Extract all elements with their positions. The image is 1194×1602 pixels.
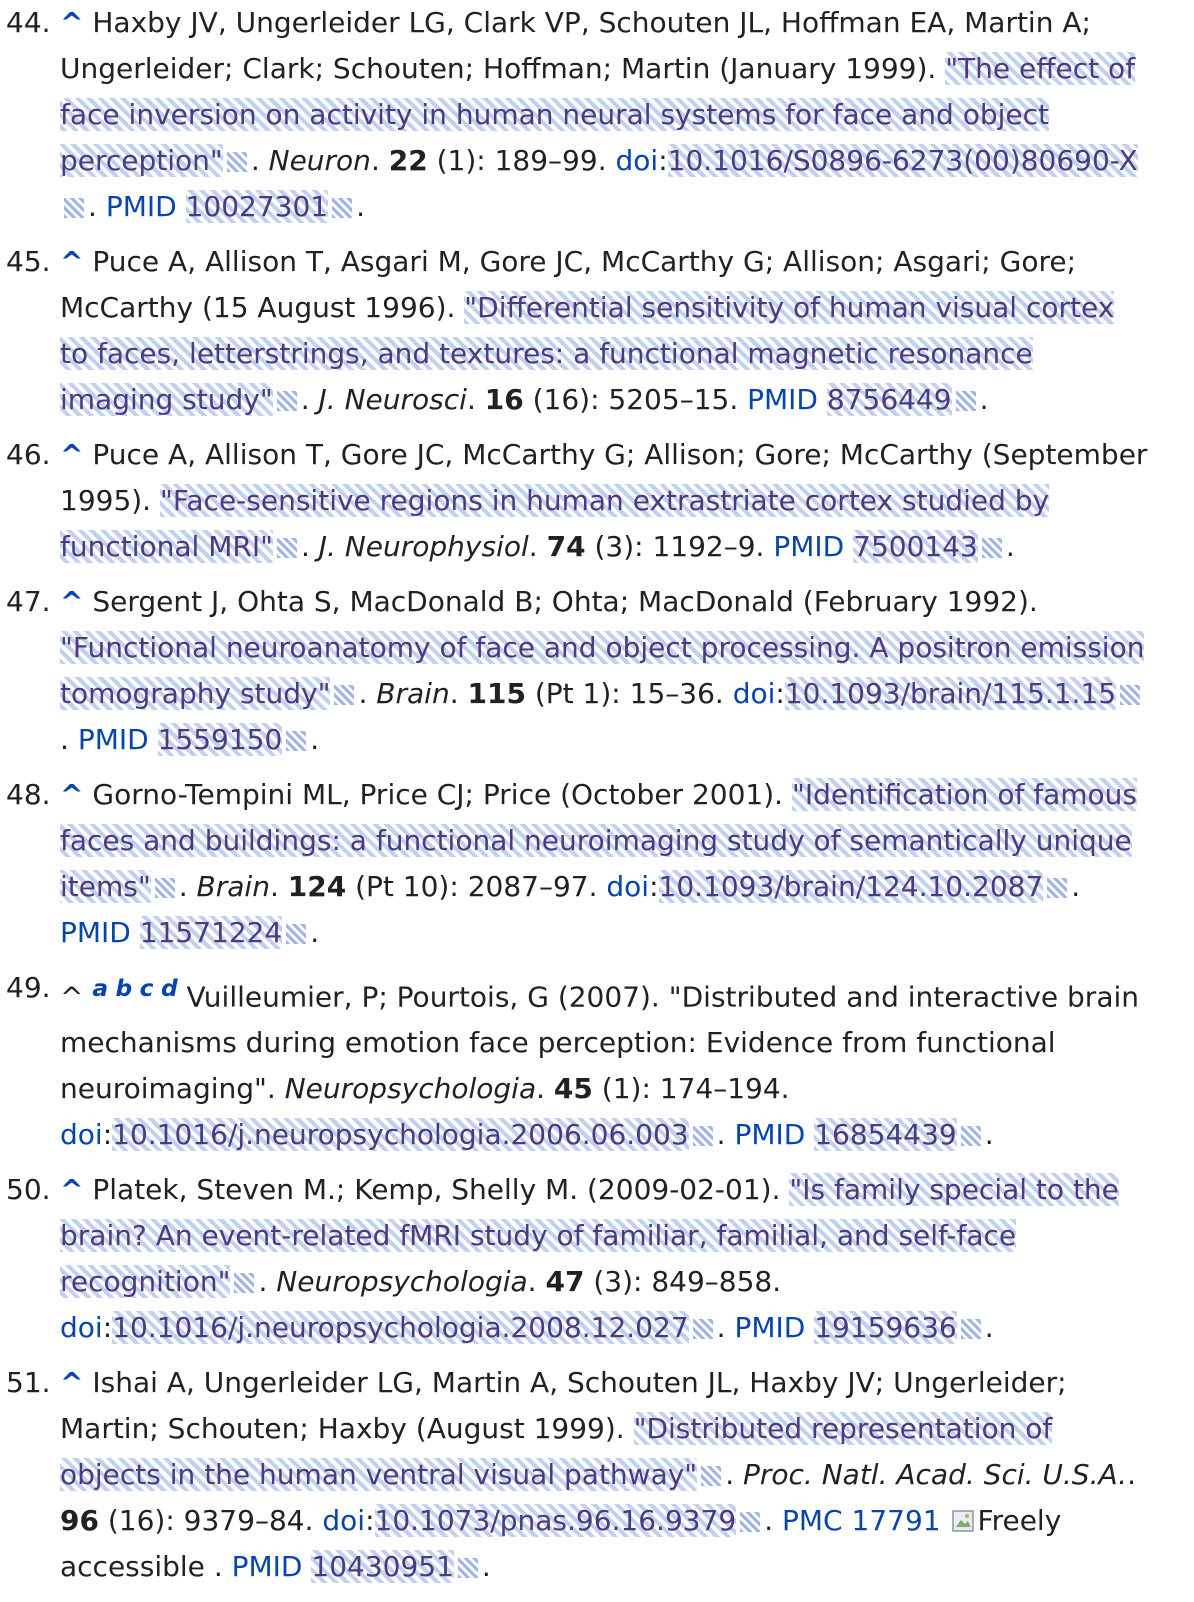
pmc-link[interactable]: 17791 (851, 1504, 941, 1538)
ref-title-link[interactable]: "Differential sensitivity of human visual cortex to faces, letterstrings, and textures: a functional magnetic resonance imaging study" (60, 291, 1115, 416)
pmid-link[interactable]: 7500143 (853, 530, 978, 563)
ref-number: 47. (6, 585, 51, 618)
external-link-icon (961, 1126, 981, 1146)
external-link-icon (1120, 685, 1140, 705)
jump-up-caret[interactable]: ^ (60, 245, 84, 278)
ref-authors: Puce A, Allison T, Gore JC, McCarthy G; Allison; Gore; McCarthy (September 1995). (60, 438, 1148, 517)
backref-d[interactable]: d (160, 974, 178, 1002)
ref-title-link[interactable]: "Identification of famous faces and buildings: a functional neuroimaging study of semantically unique items" (60, 778, 1137, 903)
pmid-label-link[interactable]: PMID (231, 1550, 303, 1584)
external-link-icon (234, 1273, 254, 1293)
external-link-icon (982, 538, 1002, 558)
jump-up-caret[interactable]: ^ (60, 778, 84, 811)
backref-b[interactable]: b (115, 974, 133, 1002)
jump-up-caret[interactable]: ^ (60, 1173, 84, 1207)
external-link-icon (64, 198, 84, 218)
ref-authors: Haxby JV, Ungerleider LG, Clark VP, Schouten JL, Hoffman EA, Martin A; Ungerleider; Clark; Schouten; Hoffman; Martin (January 1999). (60, 6, 1091, 85)
volume: 115 (467, 677, 526, 710)
ref-title-link[interactable]: "Distributed representation of objects in the human ventral visual pathway" (60, 1412, 1053, 1492)
journal-name: Brain (196, 870, 270, 903)
doi-link[interactable]: 10.1073/pnas.96.16.9379 (374, 1504, 737, 1538)
caret: ^ (60, 980, 84, 1014)
ref-authors: Sergent J, Ohta S, MacDonald B; Ohta; MacDonald (February 1992). (92, 585, 1038, 618)
ref-authors: Vuilleumier, P; Pourtois, G (2007). "Distributed and interactive brain mechanisms during emotion face perception: Evidence from functional neuroimaging". (60, 980, 1139, 1106)
pmid-link[interactable]: 1559150 (157, 723, 283, 756)
external-link-icon (1047, 878, 1067, 898)
broken-image-icon (950, 1502, 976, 1528)
ref-number: 48. (6, 778, 51, 811)
doi-label-link[interactable]: doi (606, 870, 650, 903)
pmid-label-link[interactable]: PMID (747, 383, 818, 416)
external-link-icon (701, 1466, 721, 1486)
doi-label-link[interactable]: doi (732, 677, 776, 710)
pmid-link[interactable]: 11571224 (139, 916, 283, 949)
pmc-label-link[interactable]: PMC (782, 1504, 843, 1538)
jump-up-caret[interactable]: ^ (60, 1366, 84, 1400)
ref-title-link[interactable]: "Face-sensitive regions in human extrastriate cortex studied by functional MRI" (60, 484, 1050, 563)
volume: 74 (546, 530, 586, 563)
ref-number: 50. (6, 1173, 51, 1207)
external-link-icon (458, 1558, 478, 1578)
doi-link[interactable]: 10.1016/S0896-6273(00)80690-X (667, 144, 1138, 177)
external-link-icon (693, 1126, 713, 1146)
external-link-icon (227, 152, 247, 172)
journal-name: Neuropsychologia (284, 1072, 537, 1106)
ref-number: 44. (6, 6, 51, 39)
external-link-icon (332, 198, 352, 218)
volume: 22 (388, 144, 428, 177)
backref-a[interactable]: a (92, 974, 109, 1002)
external-link-icon (277, 538, 297, 558)
reference-51: 51. ^ Ishai A, Ungerleider LG, Martin A, Schouten JL, Haxby JV; Ungerleider; Martin; Schouten; Haxby (August 1999). "Distributed representation of objects in the human ventral visual pathway" . Proc. Natl. Acad. Sci. U.S.A.. 96 (16): 9379–84. doi:10.1073/pnas.96.16.9379 . PMC 17791 Freely accessible . PMID 10430951 . (60, 1360, 1150, 1590)
pmid-link[interactable]: 10027301 (185, 190, 329, 223)
external-link-icon (740, 1512, 760, 1532)
external-link-icon (956, 391, 976, 411)
ref-title-link[interactable]: "The effect of face inversion on activity in human neural systems for face and object perception" (60, 52, 1136, 177)
ref-authors: Puce A, Allison T, Asgari M, Gore JC, McCarthy G; Allison; Asgari; Gore; McCarthy (15 August 1996). (60, 245, 1077, 324)
pmid-label-link[interactable]: PMID (105, 190, 177, 223)
external-link-icon (286, 924, 306, 944)
journal-name: J. Neurosci (318, 383, 467, 416)
ref-number: 51. (6, 1366, 51, 1400)
volume: 45 (553, 1072, 593, 1106)
journal-name: Neuropsychologia (276, 1265, 528, 1299)
external-link-icon (277, 391, 297, 411)
doi-link[interactable]: 10.1093/brain/124.10.2087 (658, 870, 1044, 903)
ref-authors: Ishai A, Ungerleider LG, Martin A, Schouten JL, Haxby JV; Ungerleider; Martin; Schouten; Haxby (August 1999). (60, 1366, 1067, 1446)
external-link-icon (961, 1319, 981, 1339)
pmid-link[interactable]: 8756449 (826, 383, 952, 416)
doi-label-link[interactable]: doi (60, 1118, 103, 1152)
jump-up-caret[interactable]: ^ (60, 6, 84, 39)
reference-48: 48. ^ Gorno-Tempini ML, Price CJ; Price (October 2001). "Identification of famous faces and buildings: a functional neuroimaging study of semantically unique items" . Brain. 124 (Pt 10): 2087–97. doi:10.1093/brain/124.10.2087 . PMID 11571224 . (60, 772, 1150, 956)
ref-title-link[interactable]: "Functional neuroanatomy of face and object processing. A positron emission tomography study" (60, 631, 1145, 710)
reference-46: 46. ^ Puce A, Allison T, Gore JC, McCarthy G; Allison; Gore; McCarthy (September 1995). "Face-sensitive regions in human extrastriate cortex studied by functional MRI" . J. Neurophysiol. 74 (3): 1192–9. PMID 7500143 . (60, 432, 1150, 570)
pmid-label-link[interactable]: PMID (773, 530, 845, 563)
journal-name: J. Neurophysiol (318, 530, 529, 563)
jump-up-caret[interactable]: ^ (60, 438, 84, 471)
doi-label-link[interactable]: doi (322, 1504, 366, 1538)
reference-50: 50. ^ Platek, Steven M.; Kemp, Shelly M. (2009-02-01). "Is family special to the brain? An event-related fMRI study of familiar, familial, and self-face recognition" . Neuropsychologia. 47 (3): 849–858. doi:10.1016/j.neuropsychologia.2008.12.027 . PMID 19159636 . (60, 1167, 1150, 1351)
doi-label-link[interactable]: doi (60, 1311, 103, 1345)
journal-name: Brain (376, 677, 450, 710)
ref-authors: Gorno-Tempini ML, Price CJ; Price (October 2001). (92, 778, 792, 811)
external-link-icon (155, 878, 175, 898)
doi-link[interactable]: 10.1093/brain/115.1.15 (784, 677, 1117, 710)
external-link-icon (286, 731, 306, 751)
pmid-label-link[interactable]: PMID (60, 916, 131, 949)
open-access-alt-text: Freely accessible (60, 1504, 1062, 1584)
ref-authors: Platek, Steven M.; Kemp, Shelly M. (2009-02-01). (92, 1173, 790, 1207)
journal-name: Proc. Natl. Acad. Sci. U.S.A. (743, 1458, 1128, 1492)
backref-c[interactable]: c (139, 974, 154, 1002)
reference-47: 47. ^ Sergent J, Ohta S, MacDonald B; Ohta; MacDonald (February 1992). "Functional neuroanatomy of face and object processing. A positron emission tomography study" . Brain. 115 (Pt 1): 15–36. doi:10.1093/brain/115.1.15. PMID 1559150 . (60, 579, 1150, 763)
external-link-icon (334, 685, 354, 705)
volume: 47 (545, 1265, 585, 1299)
pmid-label-link[interactable]: PMID (734, 1311, 806, 1345)
ref-number: 49. (6, 971, 51, 1004)
doi-link[interactable]: 10.1016/j.neuropsychologia.2006.06.003 (112, 1118, 689, 1152)
pmid-link[interactable]: 16854439 (814, 1118, 957, 1152)
ref-title-link[interactable]: "Is family special to the brain? An event-related fMRI study of familiar, familial, and self-face recognition" (60, 1173, 1119, 1299)
pmid-label-link[interactable]: PMID (77, 723, 149, 756)
pmid-link[interactable]: 19159636 (814, 1311, 957, 1345)
reference-44: 44. ^ Haxby JV, Ungerleider LG, Clark VP, Schouten JL, Hoffman EA, Martin A; Ungerleider; Clark; Schouten; Hoffman; Martin (January 1999). "The effect of face inversion on activity in human neural systems for face and object perception" . Neuron. 22 (1): 189–99. doi:10.1016/S0896-6273(00)80690-X. PMID 10027301 . (60, 0, 1150, 230)
doi-link[interactable]: 10.1016/j.neuropsychologia.2008.12.027 (112, 1311, 689, 1345)
ref-number: 46. (6, 438, 51, 471)
ref-number: 45. (6, 245, 51, 278)
jump-up-caret[interactable]: ^ (60, 585, 84, 618)
volume: 96 (60, 1504, 99, 1538)
reference-45: 45. ^ Puce A, Allison T, Asgari M, Gore JC, McCarthy G; Allison; Asgari; Gore; McCarthy (15 August 1996). "Differential sensitivity of human visual cortex to faces, letterstrings, and textures: a functional magnetic resonance imaging study" . J. Neurosci. 16 (16): 5205–15. PMID 8756449 . (60, 239, 1150, 423)
journal-name: Neuron (268, 144, 371, 177)
doi-label-link[interactable]: doi (615, 144, 659, 177)
pmid-link[interactable]: 10430951 (311, 1550, 454, 1584)
pmid-label-link[interactable]: PMID (734, 1118, 806, 1152)
reference-49: 49. ^ $^{a b c d}$ Vuilleumier, P; Pourtois, G (2007). "Distributed and interactive brain mechanisms during emotion face perception: Evidence from functional neuroimaging". Neuropsychologia. 45 (1): 174–194. doi:10.1016/j.neuropsychologia.2006.06.003 . PMID 16854439 . (60, 965, 1150, 1158)
volume: 124 (287, 870, 347, 903)
external-link-icon (693, 1319, 713, 1339)
volume: 16 (484, 383, 524, 416)
